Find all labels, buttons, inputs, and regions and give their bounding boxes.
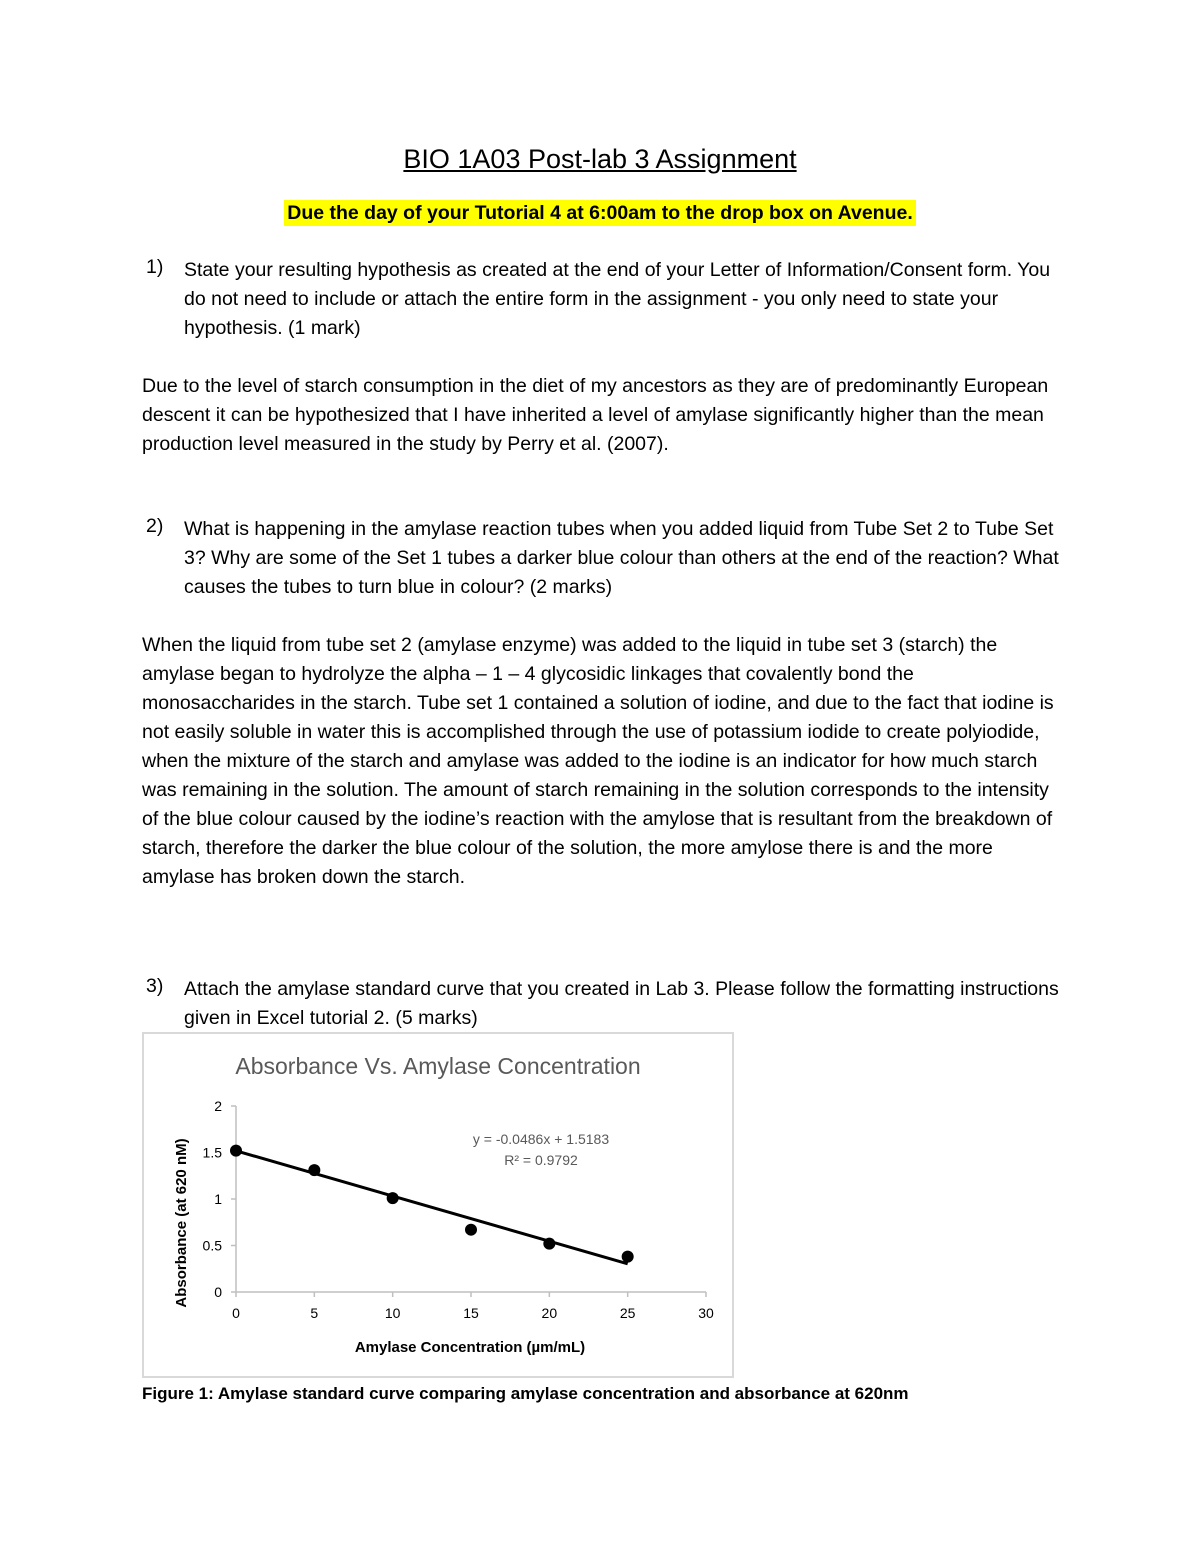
- due-notice-wrapper: [0, 202, 1200, 225]
- figure-caption-label: Figure 1:: [142, 1384, 214, 1403]
- y-tick-label: 1.5: [202, 1144, 222, 1161]
- answer-2-text: When the liquid from tube set 2 (amylase enzyme) was added to the liquid in tube set 3 (starch) the amylase began to hydrolyze the alpha – 1 – 4 glycosidic linkages that covalently bond the monosaccharides in the starch. Tube set 1 contained a solution of iodine, and due to the fact that iodine is not easily soluble in water this is accomplished through the use of potassium iodide to create polyiodide, when the mixture of the starch and amylase was added to the iodine is an indicator for how much starch was remaining in the solution. The amount of starch remaining in the solution corresponds to the intensity of the blue colour caused by the iodine’s reaction with the amylose that is resultant from the breakdown of starch, therefore the darker the blue colour of the solution, the more amylose there is and the more amylase has broken down the starch.: [142, 634, 1054, 888]
- figure-caption: [142, 1384, 909, 1404]
- x-tick-label: 5: [310, 1305, 319, 1321]
- y-axis-label: Absorbance (at 620 nM): [173, 1138, 190, 1308]
- x-tick-label: 0: [232, 1305, 240, 1321]
- due-notice: Due the day of your Tutorial 4 at 6:00am to the drop box on Avenue.: [284, 200, 916, 226]
- question-2-text: What is happening in the amylase reaction tubes when you added liquid from Tube Set 2 to Tube Set 3? Why are some of the Set 1 tubes a darker blue colour than others at the end of the reaction? What causes the tubes to turn blue in colour? (2 marks): [184, 518, 1059, 598]
- x-tick-label: 15: [463, 1305, 479, 1321]
- y-tick-label: 0.5: [202, 1237, 222, 1254]
- x-tick-label: 25: [619, 1305, 636, 1321]
- chart-container: [142, 1032, 734, 1378]
- data-point: [387, 1192, 399, 1204]
- data-point: [622, 1251, 634, 1263]
- x-axis-label: Amylase Concentration (µm/mL): [354, 1339, 586, 1356]
- question-3-text: Attach the amylase standard curve that you created in Lab 3. Please follow the formatting instructions given in Excel tutorial 2. (5 marks): [184, 978, 1059, 1029]
- x-axis-ticks: [232, 1292, 714, 1321]
- data-point: [230, 1145, 242, 1157]
- x-tick-label: 10: [384, 1305, 401, 1321]
- y-tick-label: 0: [214, 1284, 222, 1300]
- document-title: BIO 1A03 Post-lab 3 Assignment: [403, 144, 797, 174]
- question-2-number: 2): [146, 515, 164, 537]
- figure-caption-text: Amylase standard curve comparing amylase concentration and absorbance at 620nm: [213, 1384, 909, 1403]
- data-point: [543, 1238, 555, 1250]
- trendline-r-squared: R² = 0.9792: [504, 1152, 578, 1168]
- y-tick-label: 2: [214, 1098, 222, 1114]
- data-point: [308, 1164, 320, 1176]
- y-axis-ticks: [203, 1098, 236, 1300]
- data-point: [465, 1224, 477, 1236]
- trendline-equation: y = -0.0486x + 1.5183: [472, 1131, 610, 1147]
- question-1-text: State your resulting hypothesis as created at the end of your Letter of Information/Consent form. You do not need to include or attach the entire form in the assignment - you only need to state your hypothesis. (1 mark): [184, 259, 1051, 339]
- x-tick-label: 20: [541, 1305, 558, 1321]
- standard-curve-chart: [144, 1034, 732, 1376]
- chart-title: Absorbance Vs. Amylase Concentration: [235, 1053, 641, 1079]
- answer-1-text: Due to the level of starch consumption in the diet of my ancestors as they are of predominantly European descent it can be hypothesized that I have inherited a level of amylase significantly higher than the mean production level measured in the study by Perry et al. (2007).: [142, 375, 1049, 455]
- question-3-number: 3): [146, 975, 164, 997]
- y-tick-label: 1: [214, 1191, 222, 1207]
- x-tick-label: 30: [698, 1305, 714, 1321]
- question-1-number: 1): [146, 256, 164, 278]
